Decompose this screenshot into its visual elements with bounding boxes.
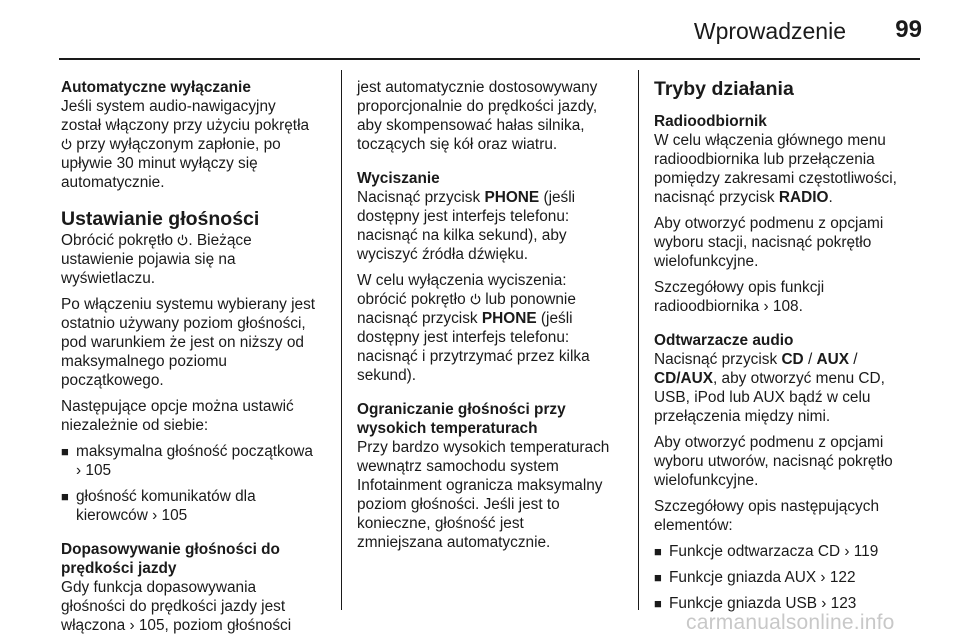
paragraph-radio [654, 131, 924, 207]
page-header-title: Wprowadzenie [693, 18, 846, 44]
bullet-ref: 119 [849, 543, 879, 560]
text-auto-off-1: Jeśli system audio-nawigacyjny został włączony przy użyciu pokrętła [61, 98, 310, 134]
heading-audio-players: Odtwarzacze audio [654, 332, 794, 349]
phone-button-label: PHONE [484, 189, 540, 206]
square-bullet-icon: ■ [654, 570, 662, 585]
page-reference-arrow-icon: › [817, 595, 827, 612]
paragraph-volume-1 [61, 231, 337, 288]
paragraph-speed [61, 578, 337, 635]
power-knob-icon [61, 138, 72, 150]
text-radio-end: . [828, 189, 833, 206]
text-unmute-b: lub ponownie nacisnąć przycisk [357, 291, 576, 327]
watermark-logo: carmanualsonline.info [686, 611, 895, 634]
paragraph-players [654, 350, 924, 426]
paragraph-players-2: Aby otworzyć podmenu z opcjami wyboru utworów, nacisnąć pokrętło wielofunkcyjne. [654, 434, 893, 489]
text-radio-a: W celu włączenia głównego menu radioodbiornika lub przełączenia pomiędzy zakresami częstotliwości, nacisnąć przycisk [654, 132, 897, 206]
text-speed-b: , poziom głośności [164, 617, 292, 634]
column-3 [654, 77, 924, 613]
power-knob-icon [470, 293, 481, 305]
text-volume-b: . Bieżące ustawienie pojawia się na wyświetlaczu. [61, 232, 252, 287]
heading-mute: Wyciszanie [357, 170, 440, 187]
radio-button-label: RADIO [778, 189, 829, 206]
page-reference-arrow-icon: › [125, 617, 135, 634]
heading-radio: Radioodbiornik [654, 113, 767, 130]
page-reference-arrow-icon: › [152, 507, 158, 524]
heading-speed-volume: Dopasowywanie głośności do prędkości jazdy [61, 541, 280, 577]
paragraph-radio-3 [654, 278, 924, 316]
text-mute-b: (jeśli dostępny jest interfejs telefonu: nacisnąć na kilka sekund), aby wyciszyć źródła dźwięku. [357, 189, 576, 263]
aux-button-label: AUX [816, 351, 849, 368]
page-reference-arrow-icon: › [840, 543, 850, 560]
heading-auto-off: Automatyczne wyłączanie [61, 79, 251, 96]
bullet-text: głośność komunikatów dla kierowców [76, 488, 256, 524]
list-item [61, 487, 337, 525]
page-reference-arrow-icon: › [76, 462, 82, 479]
cd-aux-button-label: CD/AUX [654, 370, 713, 387]
text-players-a: Nacisnąć przycisk [654, 351, 782, 368]
heading-temperature: Ograniczanie głośności przy wysokich temperaturach [357, 401, 566, 437]
text-radio-3: Szczegółowy opis funkcji radioodbiornika [654, 279, 825, 315]
bullet-ref: 105 [157, 507, 188, 524]
slash: / [849, 351, 858, 368]
bullet-text: maksymalna głośność początkowa [76, 443, 313, 460]
text-unmute-c: (jeśli dostępny jest interfejs telefonu: nacisnąć i przytrzymać przez kilka sekund). [357, 310, 590, 384]
bullet-ref: 105 [81, 462, 112, 479]
column-1 [61, 78, 337, 635]
list-item [654, 568, 924, 587]
cd-button-label: CD [781, 351, 804, 368]
text-unmute-a: W celu wyłączenia wyciszenia: obrócić pokrętło [357, 272, 567, 308]
list-item [654, 542, 924, 561]
paragraph-players-3: Szczegółowy opis następujących elementów: [654, 498, 879, 534]
square-bullet-icon: ■ [654, 596, 662, 611]
bullet-ref: 122 [825, 569, 856, 586]
paragraph-auto-off [61, 97, 337, 192]
bullet-ref: 123 [826, 595, 857, 612]
phone-button-label: PHONE [481, 310, 537, 327]
list-item [61, 442, 337, 480]
square-bullet-icon: ■ [61, 489, 69, 504]
text-speed-ref: 105 [134, 617, 165, 634]
paragraph-volume-3: Następujące opcje można ustawić niezależnie od siebie: [61, 398, 294, 434]
text-players-b: , aby otworzyć menu CD, USB, iPod lub AUX bądź w celu przełączenia między nimi. [654, 370, 885, 425]
paragraph-volume-2: Po włączeniu systemu wybierany jest ostatnio używany poziom głośności, pod warunkiem że jest on niższy od maksymalnego poziomu początkowego. [61, 296, 316, 389]
text-auto-off-2: przy wyłączonym zapłonie, po upływie 30 minut wyłączy się automatycznie. [61, 136, 281, 191]
paragraph-continued: jest automatycznie dostosowywany proporcjonalnie do prędkości jazdy, aby skompensować hałas silnika, toczących się kół oraz wiatru. [357, 79, 598, 153]
page-number: 99 [895, 16, 922, 43]
paragraph-temperature: Przy bardzo wysokich temperaturach wewnątrz samochodu system Infotainment ogranicza maksymalny poziom głośności. Jeśli jest to konieczne, głośność jest zmniejszana automatycznie. [357, 439, 610, 551]
text-mute-a: Nacisnąć przycisk [357, 189, 485, 206]
slash: / [803, 351, 817, 368]
page-reference-arrow-icon: › [759, 298, 769, 315]
page-reference-arrow-icon: › [816, 569, 826, 586]
square-bullet-icon: ■ [654, 544, 662, 559]
header-rule [59, 58, 920, 60]
text-speed-a: Gdy funkcja dopasowywania głośności do prędkości jazdy jest włączona [61, 579, 286, 634]
bullet-text: Funkcje odtwarzacza CD [669, 543, 841, 560]
heading-modes: Tryby działania [654, 78, 794, 100]
power-knob-icon [177, 234, 188, 246]
column-divider-1 [341, 70, 342, 610]
paragraph-mute [357, 188, 633, 264]
paragraph-radio-2: Aby otworzyć podmenu z opcjami wyboru stacji, nacisnąć pokrętło wielofunkcyjne. [654, 215, 884, 270]
column-divider-2 [638, 70, 639, 610]
paragraph-unmute [357, 271, 633, 385]
text-volume-a: Obrócić pokrętło [61, 232, 178, 249]
text-radio-3-ref: 108. [768, 298, 803, 315]
bullet-text: Funkcje gniazda AUX [669, 569, 817, 586]
bullet-text: Funkcje gniazda USB [669, 595, 817, 612]
column-2 [357, 78, 633, 552]
heading-volume: Ustawianie głośności [61, 208, 260, 230]
square-bullet-icon: ■ [61, 444, 69, 459]
